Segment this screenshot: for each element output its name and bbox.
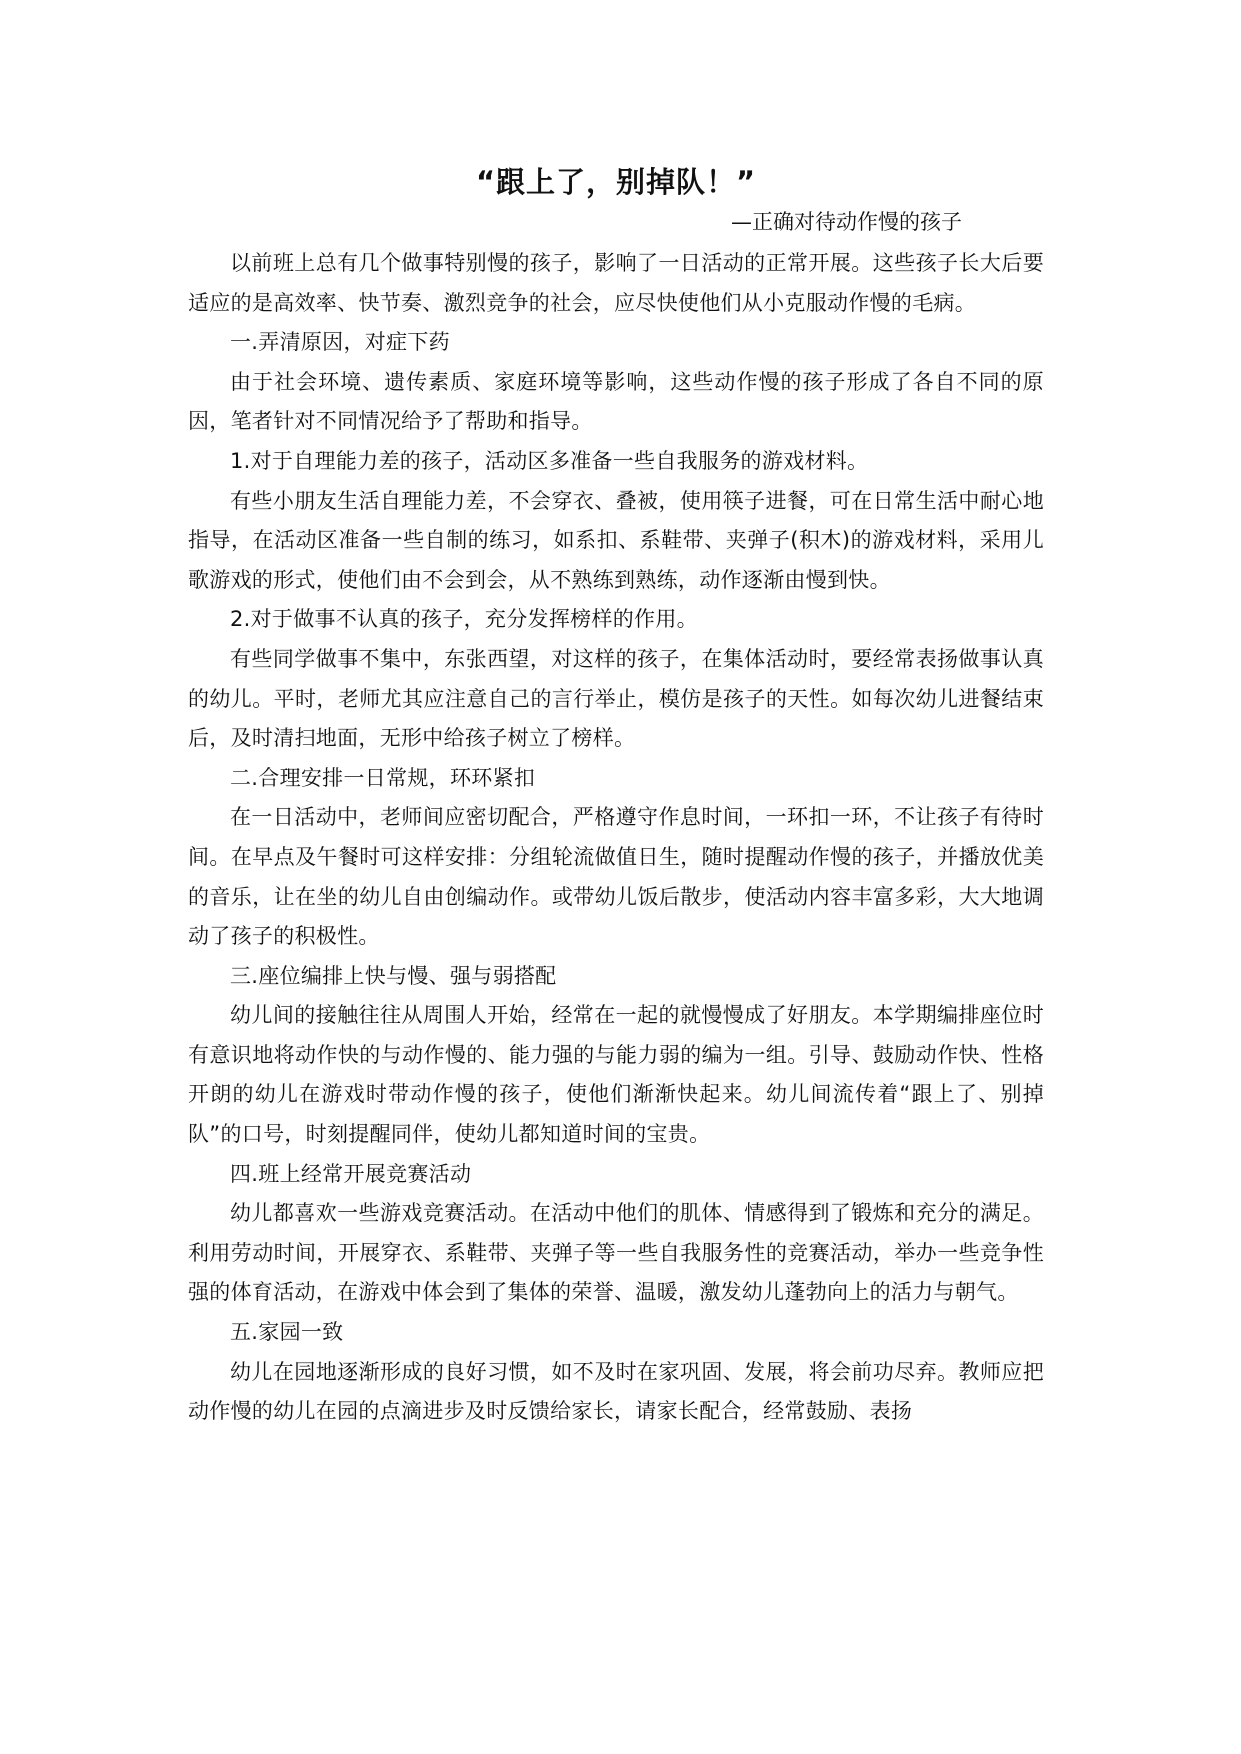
section-heading: 五.家园一致 bbox=[230, 1320, 344, 1345]
paragraph: 有些同学做事不集中，东张西望，对这样的孩子，在集体活动时，要经常表扬做事认真的幼儿。平时，老师尤其应注意自己的言行举止，模仿是孩子的天性。如每次幼儿进餐结束后，及时清扫地面，无形中给孩子树立了榜样。 bbox=[188, 646, 1044, 751]
paragraph: 以前班上总有几个做事特别慢的孩子，影响了一日活动的正常开展。这些孩子长大后要适应的是高效率、快节奏、激烈竞争的社会，应尽快使他们从小克服动作慢的毛病。 bbox=[188, 251, 1044, 315]
document-page bbox=[188, 160, 1044, 1432]
section-heading: 二.合理安排一日常规，环环紧扣 bbox=[230, 765, 536, 790]
paragraph: 幼儿在园地逐渐形成的良好习惯，如不及时在家巩固、发展，将会前功尽弃。教师应把动作慢的幼儿在园的点滴进步及时反馈给家长，请家长配合，经常鼓励、表扬 bbox=[188, 1359, 1044, 1424]
section-heading: 一.弄清原因，对症下药 bbox=[230, 330, 450, 355]
paragraph: 有些小朋友生活自理能力差，不会穿衣、叠被，使用筷子进餐，可在日常生活中耐心地指导，在活动区准备一些自制的练习，如系扣、系鞋带、夹弹子(积木)的游戏材料，采用儿歌游戏的形式，使他们由不会到会，从不熟练到熟练，动作逐渐由慢到快。 bbox=[188, 488, 1044, 592]
subsection-heading: 1.对于自理能力差的孩子，活动区多准备一些自我服务的游戏材料。 bbox=[230, 448, 869, 473]
section-heading: 三.座位编排上快与慢、强与弱搭配 bbox=[230, 963, 557, 988]
paragraph: 幼儿间的接触往往从周围人开始，经常在一起的就慢慢成了好朋友。本学期编排座位时有意识地将动作快的与动作慢的、能力强的与能力弱的编为一组。引导、鼓励动作快、性格开朗的幼儿在游戏时带动作慢的孩子，使他们渐渐快起来。幼儿间流传着“跟上了、别掉队”的口号，时刻提醒同伴，使幼儿都知道时间的宝贵。 bbox=[188, 1003, 1044, 1147]
document-subtitle: —正确对待动作慢的孩子 bbox=[731, 210, 962, 234]
paragraph: 幼儿都喜欢一些游戏竞赛活动。在活动中他们的肌体、情感得到了锻炼和充分的满足。利用劳动时间，开展穿衣、系鞋带、夹弹子等一些自我服务性的竞赛活动，举办一些竞争性强的体育活动，在游戏中体会到了集体的荣誉、温暖，激发幼儿蓬勃向上的活力与朝气。 bbox=[188, 1201, 1044, 1305]
subsection-heading: 2.对于做事不认真的孩子，充分发挥榜样的作用。 bbox=[230, 607, 698, 632]
document-title: “跟上了，别掉队！” bbox=[475, 165, 757, 199]
paragraph: 在一日活动中，老师间应密切配合，严格遵守作息时间，一环扣一环，不让孩子有待时间。在早点及午餐时可这样安排：分组轮流做值日生，随时提醒动作慢的孩子，并播放优美的音乐，让在坐的幼儿自由创编动作。或带幼儿饭后散步，使活动内容丰富多彩，大大地调动了孩子的积极性。 bbox=[188, 805, 1044, 949]
section-heading: 四.班上经常开展竞赛活动 bbox=[230, 1161, 472, 1186]
document-body bbox=[188, 244, 1044, 1432]
paragraph: 由于社会环境、遗传素质、家庭环境等影响，这些动作慢的孩子形成了各自不同的原因，笔者针对不同情况给予了帮助和指导。 bbox=[188, 369, 1044, 434]
